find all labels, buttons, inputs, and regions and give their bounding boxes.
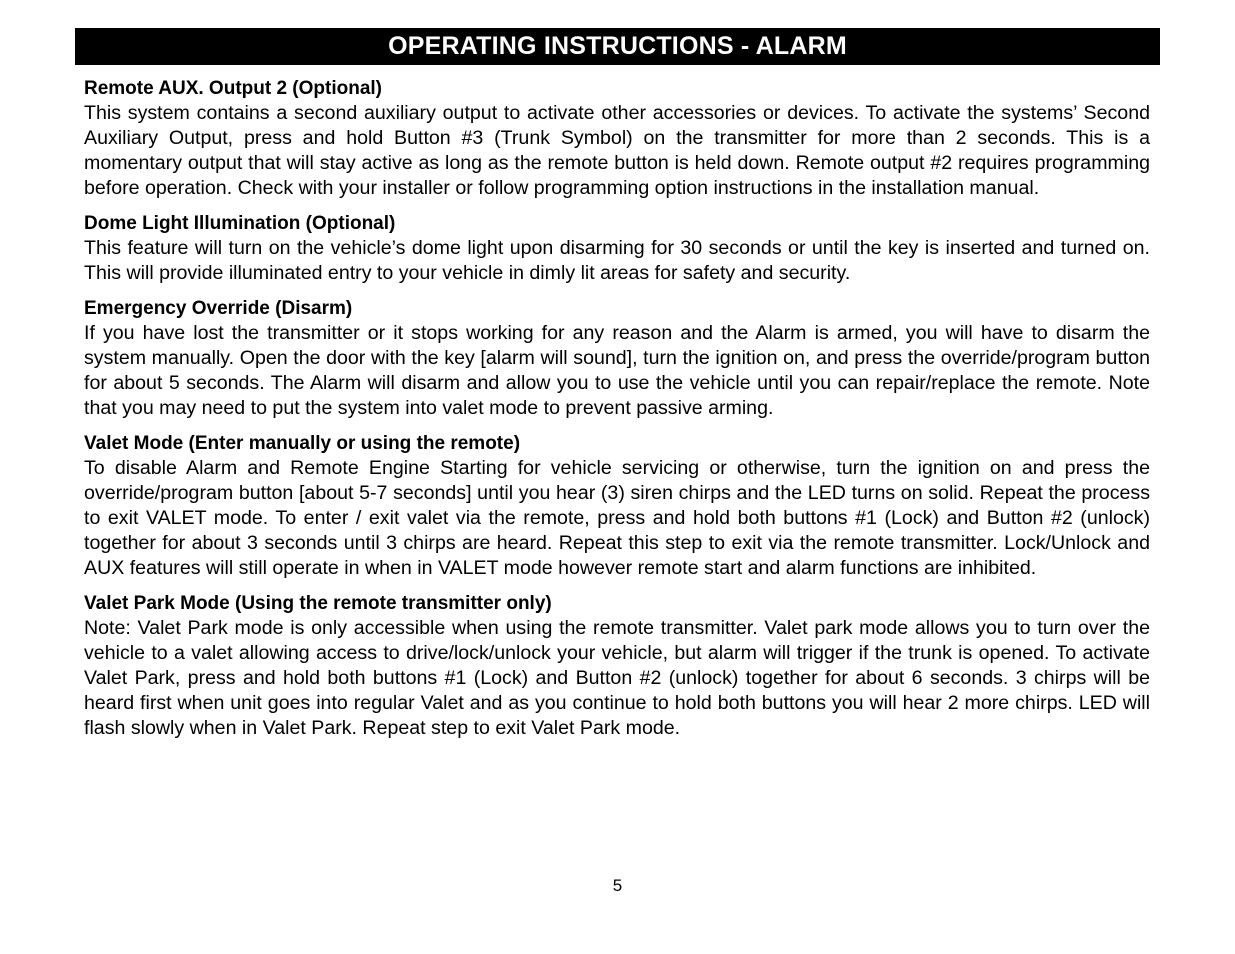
section-valet-park-mode	[84, 591, 1150, 741]
page-title: OPERATING INSTRUCTIONS - ALARM	[75, 28, 1160, 65]
section-emergency-override	[84, 296, 1150, 421]
section-heading: Emergency Override (Disarm)	[84, 298, 353, 319]
page-number: 5	[612, 876, 623, 895]
section-body: This system contains a second auxiliary output to activate other accessories or devices. To activate the systems’ Second Auxiliary Output, press and hold Button #3 (Trunk Symbol) on the transmitter for more than 2 seconds. This is a momentary output that will stay active as long as the remote button is held down. Remote output #2 requires programming before operation. Check with your installer or follow programming option instructions in the installation manual.	[84, 102, 1150, 199]
section-heading: Dome Light Illumination (Optional)	[84, 213, 396, 234]
section-body: To disable Alarm and Remote Engine Starting for vehicle servicing or otherwise, turn the ignition on and press the override/program button [about 5-7 seconds] until you hear (3) siren chirps and the LED turns on solid. Repeat the process to exit VALET mode. To enter / exit valet via the remote, press and hold both buttons #1 (Lock) and Button #2 (unlock) together for about 3 seconds until 3 chirps are heard. Repeat this step to exit via the remote transmitter. Lock/Unlock and AUX features will still operate in when in VALET mode however remote start and alarm functions are inhibited.	[84, 457, 1150, 579]
section-body: Note: Valet Park mode is only accessible when using the remote transmitter. Valet park mode allows you to turn over the vehicle to a valet allowing access to drive/lock/unlock your vehicle, but alarm will trigger if the trunk is opened. To activate Valet Park, press and hold both buttons #1 (Lock) and Button #2 (unlock) together for about 6 seconds. 3 chirps will be heard first when unit goes into regular Valet and as you continue to hold both buttons you will hear 2 more chirps. LED will flash slowly when in Valet Park. Repeat step to exit Valet Park mode.	[84, 617, 1150, 739]
section-body: This feature will turn on the vehicle’s dome light upon disarming for 30 seconds or until the key is inserted and turned on. This will provide illuminated entry to your vehicle in dimly lit areas for safety and security.	[84, 237, 1150, 284]
section-heading: Remote AUX. Output 2 (Optional)	[84, 78, 383, 99]
document-content	[84, 76, 1150, 751]
section-heading: Valet Mode (Enter manually or using the remote)	[84, 433, 521, 454]
section-remote-aux-output-2	[84, 76, 1150, 201]
section-body: If you have lost the transmitter or it stops working for any reason and the Alarm is armed, you will have to disarm the system manually. Open the door with the key [alarm will sound], turn the ignition on, and press the override/program button for about 5 seconds. The Alarm will disarm and allow you to use the vehicle until you can repair/replace the remote. Note that you may need to put the system into valet mode to prevent passive arming.	[84, 322, 1150, 419]
section-dome-light-illumination	[84, 211, 1150, 286]
section-heading: Valet Park Mode (Using the remote transmitter only)	[84, 593, 552, 614]
section-valet-mode	[84, 431, 1150, 581]
